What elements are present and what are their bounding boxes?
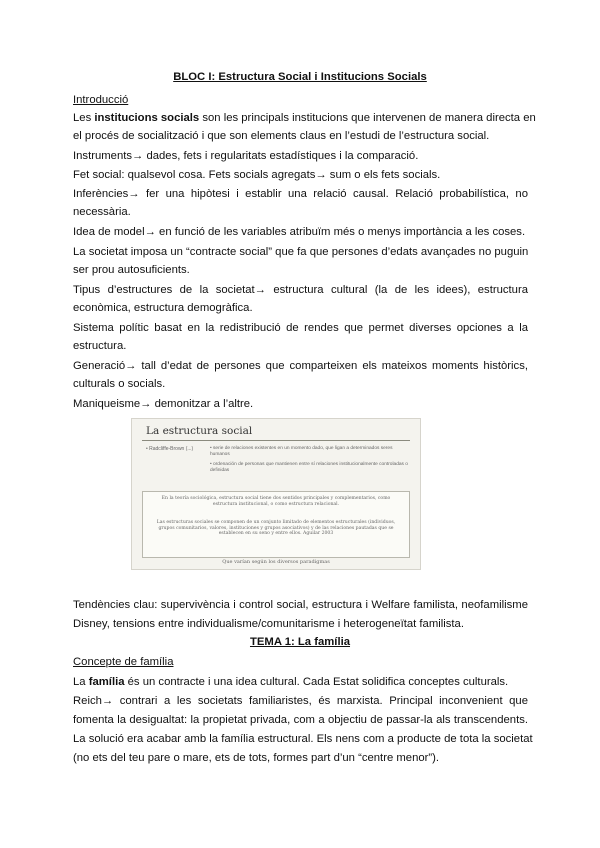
after-line-1: Tendències clau: supervivència i control social, estructura i Welfare familista, neofamilisme — [73, 599, 528, 611]
slide-bullet-2: • ordenación de personas que mantienen entre sí relaciones institucionalmente controladas o definidas — [210, 462, 408, 473]
intro-line-4: Fet social: qualsevol cosa. Fets socials agregats→ sum o els fets socials. — [73, 169, 441, 181]
slide-footer: Que varían según los diversos paradigmas — [222, 559, 330, 565]
slide-box-text-2: Las estructuras sociales se componen de un conjunto limitado de elementos estructurales (individuos, grupos comunitarios, valores, instituciones y grupos asociativos) y de las relaciones pautadas que se establecen en su seno y entre ellos. Aguilar 2003 — [156, 520, 396, 536]
familia-line-4: La solució era acabar amb la família estructural. Els nens com a producte de tota la societat — [73, 733, 533, 745]
intro-heading: Introducció — [73, 94, 129, 106]
familia-line-3: fomenta la desigualtat: la propietat privada, com a objectiu de passar-la als transcendents. — [73, 714, 528, 726]
familia-line-5: (no ets del teu pare o mare, ets de tots, formes part d’un “centre menor”). — [73, 752, 440, 764]
familia-line-1: La família és un contracte i una idea cultural. Cada Estat solidifica conceptes culturals. — [73, 676, 509, 688]
intro-line-2: el procés de socialització i que son elements claus en l’estudi de l’estructura social. — [73, 130, 490, 142]
slide-bullet-1: • serie de relaciones existentes en un momento dado, que ligan a determinados seres humanos — [210, 446, 393, 457]
intro-line-7: Idea de model→ en funció de les variables atribuïm més o menys importància a les coses. — [73, 226, 526, 238]
intro-line-11: econòmica, estructura demogràfica. — [73, 302, 253, 314]
intro-line-14: Generació→ tall d’edat de persones que comparteixen els mateixos moments històrics, — [73, 360, 528, 372]
estructura-social-slide-image — [131, 418, 421, 570]
slide-title: La estructura social — [146, 425, 253, 437]
intro-line-16: Maniqueisme→ demonitzar a l’altre. — [73, 398, 254, 410]
intro-line-1: Les institucions socials son les principals institucions que intervenen de manera directa en — [73, 112, 536, 124]
familia-line-2: Reich→ contrari a les societats familiaristes, és marxista. Principal inconvenient que — [73, 695, 528, 707]
concepte-heading: Concepte de família — [73, 656, 174, 668]
intro-line-10: Tipus d’estructures de la societat→ estructura cultural (la de les idees), estructura — [73, 284, 528, 296]
intro-line-3: Instruments→ dades, fets i regularitats estadístiques i la comparació. — [73, 150, 419, 162]
after-line-2: Disney, tensions entre individualisme/comunitarisme i heterogeneïtat familista. — [73, 618, 464, 630]
intro-line-9: ser prou autosuficients. — [73, 264, 190, 276]
bloc-title: BLOC I: Estructura Social i Institucions Socials — [173, 71, 427, 83]
intro-line-12: Sistema polític basat en la redistribució de rendes que permet diverses opciones a la — [73, 322, 528, 334]
intro-line-6: necessària. — [73, 206, 131, 218]
slide-box-text-1: En la teoría sociológica, estructura social tiene dos sentidos principales y complementarios, como estructura institucional, o como estructura relacional. — [161, 496, 391, 507]
slide-author: • Radcliffe-Brown (...) — [146, 446, 194, 452]
intro-line-15: culturals o socials. — [73, 378, 166, 390]
slide-divider — [142, 440, 410, 441]
slide-quote-box — [142, 491, 410, 558]
tema-title: TEMA 1: La família — [249, 636, 351, 648]
intro-line-5: Inferències→ fer una hipòtesi i establir una relació causal. Relació probabilística, no — [73, 188, 528, 200]
intro-line-8: La societat imposa un “contracte social” que fa que persones d’edats avançades no puguin — [73, 246, 529, 258]
intro-line-13: estructura. — [73, 340, 127, 352]
